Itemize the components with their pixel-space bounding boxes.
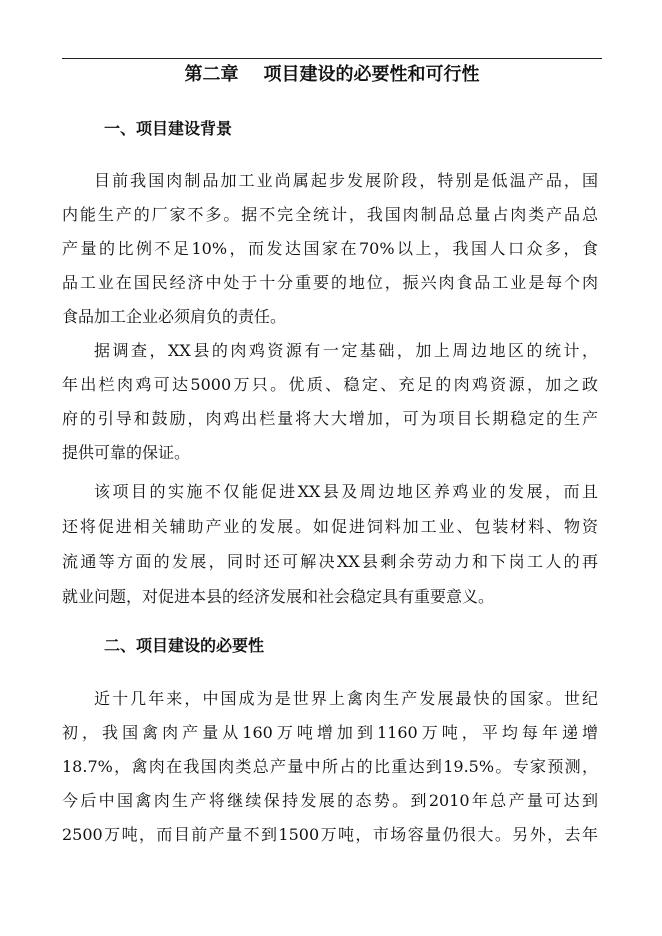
paragraph-line: 18.7%，禽肉在我国肉类总产量中所占的比重达到19.5%。专家预测， xyxy=(62,757,598,776)
paragraph-line: 品工业在国民经济中处于十分重要的地位，振兴肉食品工业是每个肉 xyxy=(62,273,598,292)
paragraph-line: 府的引导和鼓励，肉鸡出栏量将大大增加，可为项目长期稳定的生产 xyxy=(62,409,598,428)
paragraph-3 xyxy=(62,474,598,614)
paragraph-line: 食品加工企业必须肩负的责任。 xyxy=(62,307,287,326)
paragraph-line: 内能生产的厂家不多。据不完全统计，我国肉制品总量占肉类产品总 xyxy=(62,205,598,224)
paragraph-line: 今后中国禽肉生产将继续保持发展的态势。到2010年总产量可达到 xyxy=(62,791,598,810)
paragraph-line: 该项目的实施不仅能促进XX县及周边地区养鸡业的发展，而且 xyxy=(94,482,598,501)
paragraph-line: 还将促进相关辅助产业的发展。如促进饲料加工业、包装材料、物资 xyxy=(62,517,598,536)
paragraph-line: 近十几年来，中国成为是世界上禽肉生产发展最快的国家。世纪 xyxy=(94,689,598,708)
section-heading-background: 一、项目建设背景 xyxy=(104,119,233,138)
paragraph-line: 据调查，XX县的肉鸡资源有一定基础，加上周边地区的统计， xyxy=(94,341,598,360)
paragraph-line: 流通等方面的发展，同时还可解决XX县剩余劳动力和下岗工人的再 xyxy=(62,552,598,571)
paragraph-line: 目前我国肉制品加工业尚属起步发展阶段，特别是低温产品，国 xyxy=(94,171,598,190)
paragraph-line: 就业问题，对促进本县的经济发展和社会稳定具有重要意义。 xyxy=(62,587,495,606)
paragraph-2 xyxy=(62,334,598,470)
section-heading-necessity: 二、项目建设的必要性 xyxy=(104,636,265,655)
paragraph-line: 提供可靠的保证。 xyxy=(62,443,191,462)
paragraph-line: 产量的比例不足10%，而发达国家在70%以上，我国人口众多，食 xyxy=(62,239,598,258)
chapter-title: 第二章 项目建设的必要性和可行性 xyxy=(184,64,480,85)
paragraph-4 xyxy=(62,682,598,852)
paragraph-1 xyxy=(62,164,598,334)
paragraph-line: 2500万吨，而目前产量不到1500万吨，市场容量仍很大。另外，去年 xyxy=(62,825,598,844)
header-rule xyxy=(62,58,602,59)
paragraph-line: 初，我国禽肉产量从160万吨增加到1160万吨，平均每年递增 xyxy=(62,723,598,742)
paragraph-line: 年出栏肉鸡可达5000万只。优质、稳定、充足的肉鸡资源，加之政 xyxy=(62,375,598,394)
